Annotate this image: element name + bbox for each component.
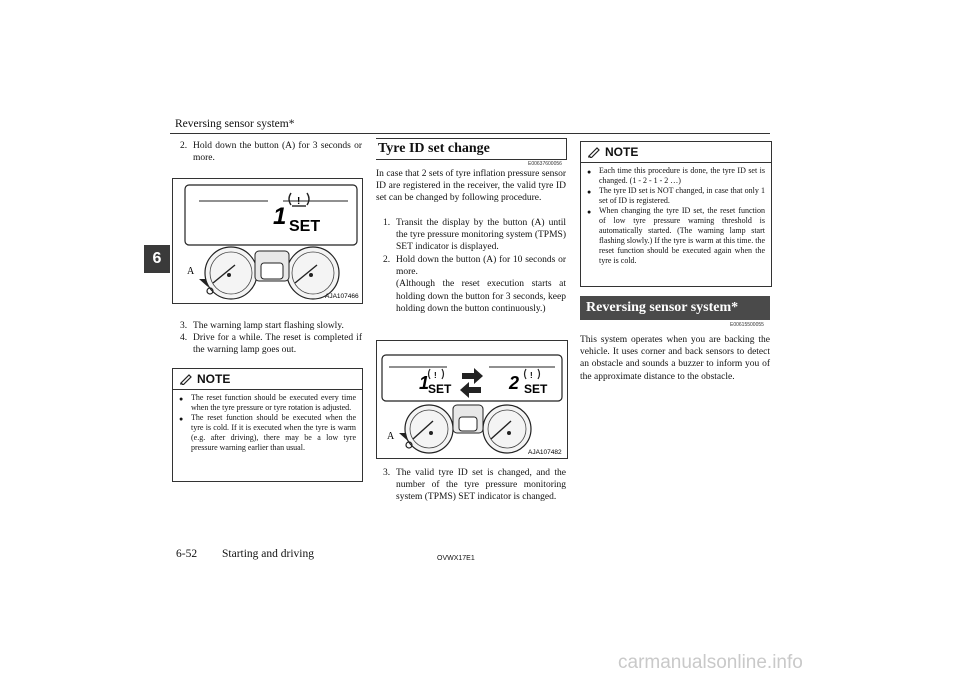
left-step-2 (180, 140, 362, 164)
section-heading-dark (580, 296, 770, 320)
figure-code: AJA107466 (325, 293, 359, 300)
step-number: 4. (180, 333, 188, 343)
section-title: Tyre ID set change (378, 141, 490, 156)
step-text: The warning lamp start flashing slowly. (193, 321, 344, 331)
display-set-text: SET (289, 218, 321, 235)
right-note-box (580, 141, 772, 287)
bullet-icon: ● (587, 188, 592, 196)
step-extra: (Although the reset execution starts at holding down the button for 3 seconds, keep holding down the button continuously.) (396, 279, 566, 314)
figure-id-set-change (376, 340, 568, 459)
display-digit-right: 2 (509, 373, 520, 393)
step-number: 3. (180, 321, 188, 331)
button-label-a: A (387, 431, 395, 442)
section-code: E00615500055 (730, 322, 764, 328)
bullet-icon: ● (179, 415, 184, 423)
middle-step-1 (383, 217, 566, 254)
note-title: NOTE (197, 372, 231, 386)
step-number: 2. (383, 255, 391, 265)
svg-text:!: ! (434, 371, 437, 380)
intro-paragraph: In case that 2 sets of tyre inflation pressure sensor ID are registered in the receiver, the valid tyre ID set can be changed by following procedure. (376, 169, 566, 204)
step-text: Transit the display by the button (A) until the tyre pressure monitoring system (TPMS) SET indicator is displayed. (396, 218, 566, 253)
display-digit: 1 (273, 203, 287, 230)
page-number: 6-52 (176, 548, 198, 560)
figure-code: AJA107482 (528, 449, 562, 456)
chapter-tab: 6 (144, 245, 170, 273)
bullet-icon: ● (587, 208, 592, 216)
step-number: 2. (180, 141, 188, 151)
running-header: Reversing sensor system* (175, 118, 295, 130)
display-set-right: SET (524, 382, 548, 396)
middle-step-2 (383, 254, 566, 315)
step-text: Hold down the button (A) for 10 seconds or more. (Although the reset execution starts at holding down the button for 3 seconds, keep holding down the button continuously.) (396, 255, 566, 314)
note-header (173, 369, 362, 389)
display-set-left: SET (428, 382, 452, 396)
step-number: 1. (383, 218, 391, 228)
instrument-cluster-illustration (173, 179, 362, 303)
figure-reset-button (172, 178, 363, 304)
button-label-a: A (187, 266, 195, 277)
section-heading-box (376, 138, 567, 160)
note-item: ● Each time this procedure is done, the tyre ID set is changed. (1 - 2 - 1 - 2 …) (587, 166, 765, 185)
bullet-icon: ● (587, 168, 592, 176)
middle-step-3 (383, 467, 566, 504)
note-item: ● The tyre ID set is NOT changed, in case that only 1 set of ID is registered. (587, 186, 765, 205)
section-title: Reversing sensor system* (586, 300, 739, 315)
note-title: NOTE (605, 145, 639, 159)
left-step-4 (180, 332, 362, 356)
bullet-icon: ● (179, 395, 184, 403)
step-text: Hold down the button (A) for 3 seconds or more. (193, 141, 362, 164)
note-item: ● When changing the tyre ID set, the reset function of low tyre pressure warning threshold is automatically started. (The warning lamp start flashing slowly.) If the tyre is warm at this time. the reset function should be executed again when the tyre is cold. (587, 206, 765, 265)
watermark: carmanualsonline.info (618, 652, 803, 673)
display-digit-left: 1 (419, 373, 430, 393)
reversing-sensor-paragraph: This system operates when you are backing the vehicle. It uses corner and back sensors to detect an obstacle and sounds a buzzer to inform you of the approximate distance to the obstacle. (580, 335, 770, 382)
step-text: The valid tyre ID set is changed, and the number of the tyre pressure monitoring system (TPMS) SET indicator is changed. (396, 468, 566, 503)
footer-chapter: Starting and driving (222, 548, 314, 560)
svg-text:!: ! (297, 196, 301, 207)
instrument-cluster-illustration (377, 341, 567, 458)
note-header (581, 142, 771, 162)
note-item: ● The reset function should be executed when the tyre is cold. If it is executed when the tyre is warm (e.g. after driving), there may be a low tyre pressure warning earlier than usual. (179, 413, 356, 452)
header-rule (170, 133, 770, 134)
section-code: E00637600056 (528, 161, 562, 167)
footer-doc-code: OVWX17E1 (437, 555, 475, 562)
left-note-box (172, 368, 363, 482)
left-step-3 (180, 320, 362, 332)
step-number: 3. (383, 468, 391, 478)
note-pencil-icon (587, 146, 601, 158)
note-item: ● The reset function should be executed every time when the tyre pressure or tyre rotation is adjusted. (179, 393, 356, 412)
step-text: Drive for a while. The reset is completed if the warning lamp goes out. (193, 333, 362, 356)
note-pencil-icon (179, 373, 193, 385)
svg-text:!: ! (530, 371, 533, 380)
